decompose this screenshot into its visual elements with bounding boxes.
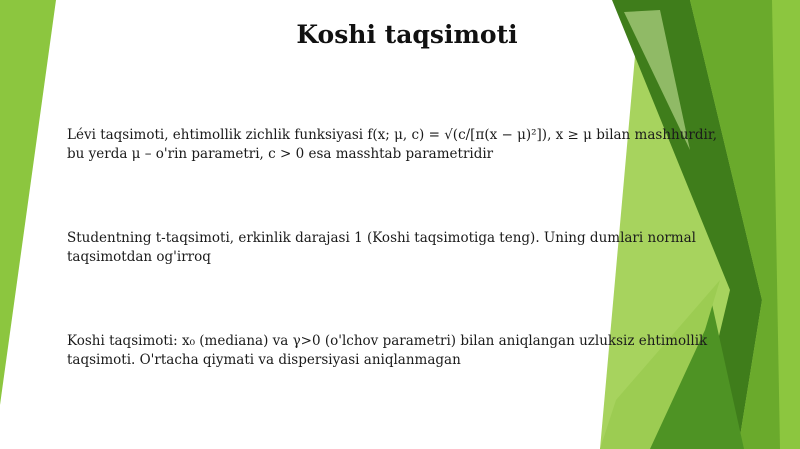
paragraph-cauchy: Koshi taqsimoti: x₀ (mediana) va γ>0 (o'lchov parametri) bilan aniqlangan uzluksiz ehtimollik taqsimoti. O'rtacha qiymati va dispersiyasi aniqlanmagan [67,333,708,368]
slide-title: Koshi taqsimoti [296,20,518,49]
left-edge-band [0,0,56,405]
paragraph-levy: Lévi taqsimoti, ehtimollik zichlik funksiyasi f(x; μ, c) = √(c/[π(x − μ)²]), x ≥ μ bilan mashhurdir, bu yerda μ – o'rin parametri, c > 0 esa masshtab parametridir [67,127,718,162]
paragraph-student: Studentning t-taqsimoti, erkinlik darajasi 1 (Koshi taqsimotiga teng). Uning dumlari normal taqsimotdan og'irroq [67,230,696,265]
